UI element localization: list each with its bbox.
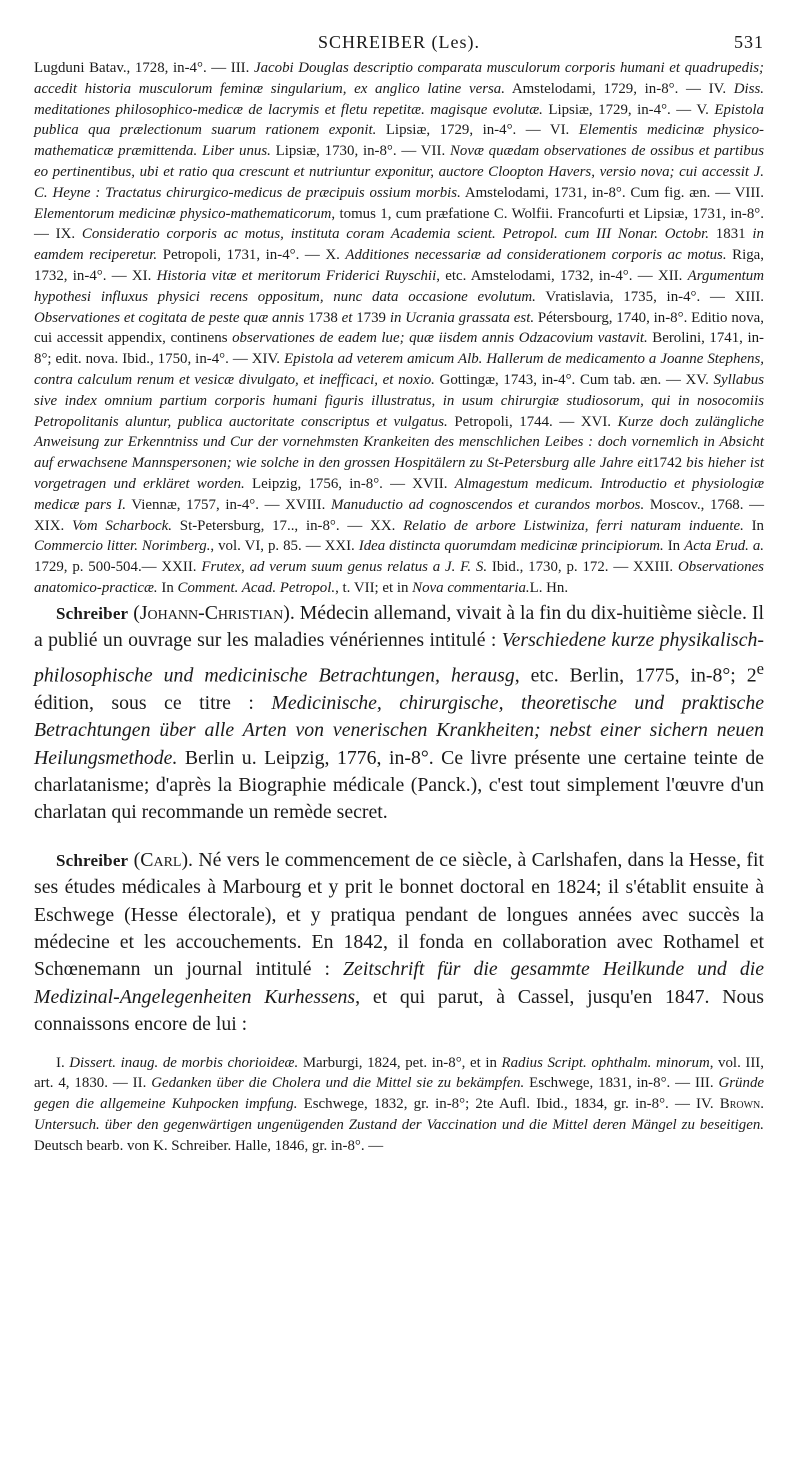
text-run: Lipsiæ, 1729, in-4°. — V. (542, 101, 715, 118)
entry-forename: Johann-Christian (139, 601, 284, 624)
text-run: , vol. VI, p. 85. — XXI. (210, 538, 359, 555)
running-title: SCHREIBER (Les). (318, 32, 480, 52)
entry-carl (34, 847, 764, 1039)
text-run: , tomus 1, cum præfatione C. Wolfii. Francofurti et Lipsiæ, 1731, in-8°. — IX. (34, 205, 764, 243)
text-run: Marburgi, 1824, pet. in-8°, et in (298, 1054, 502, 1071)
text-run: , etc. Amstelodami, 1732, in-4°. — XII. (436, 267, 688, 284)
text-run: Amstelodami, 1731, in-8°. Cum fig. æn. — VIII. (460, 184, 764, 201)
work-title: Elementorum medicinæ physico-mathematicorum (34, 205, 332, 222)
work-title: Observationes anatomico-practicæ. (34, 559, 764, 596)
work-title: Historia vitæ et meritorum Friderici Ruyschii (156, 267, 437, 284)
work-title: Acta Erud. a. (684, 538, 764, 555)
text-run: L. Hn. (529, 579, 569, 596)
work-title: Kurze doch zulängliche Anweisung zur Erkenntniss und Cur der vornehmsten Krankeiten des menschlichen Leibes : doch vornemlich in Absicht auf erwachsene Mannspersonen; wie solche in den grossen Hospitälern zu St-Petersburg alle Jahre eit (34, 413, 765, 472)
work-title: Untersuch. über den gegenwärtigen ungenügenden Zustand der Vaccination und die Mittel deren Mängel zu beseitigen. (34, 1117, 764, 1133)
entry-headword: Schreiber (56, 850, 129, 870)
text-run: 1742 (652, 455, 683, 472)
author-name: Brown (719, 1096, 761, 1113)
text-run: Ibid., 1730, p. 172. — XXIII. (487, 559, 678, 576)
work-title: Epistola publica qua prælectionum suarum rationem exponit. (34, 101, 764, 139)
text-run: Leipzig, 1756, in-8°. — XVII. (244, 475, 455, 492)
text-run: Vratislavia, 1735, in-4°. — XIII. (535, 288, 764, 305)
running-header (34, 28, 764, 58)
work-title: in Ucrania grassata est. (389, 309, 535, 326)
work-title: Vom Scharbock. (71, 517, 172, 534)
text-run: Pétersbourg, 1740, in-8°. Editio nova, cui accessit appendix, continens (34, 309, 764, 347)
text-run: In (663, 538, 685, 555)
work-title: observationes de eadem lue; quæ iisdem annis Odzacovium vastavit. (232, 330, 648, 347)
text-run: ( (128, 848, 141, 871)
text-run: édition, sous ce titre : (34, 691, 272, 714)
work-title: Syllabus sive index omnium partium corporis humani figuris illustratus, in usum chirurgiæ studiosorum, qui in nosocomiis Petropolitanis aluntur, publica auctoritate conscriptus et vulgatus. (34, 371, 764, 430)
text-run: In (743, 517, 764, 534)
entry-johann-christian (34, 600, 764, 827)
text-run: Lugduni Batav., 1728, in-4°. — III. (34, 60, 254, 76)
work-title: Diss. meditationes philosophico-medicæ de lacrymis et fletu repetitæ. magisque evolutæ. (34, 80, 764, 118)
text-run: Riga, 1732, in-4°. — XI. (34, 247, 764, 284)
text-run: St-Petersburg, 17.., in-8°. — XX. (172, 517, 404, 534)
superscript: e (756, 658, 764, 678)
text-run: Berlin u. Leipzig, 1776, in-8°. Ce livre présente une certaine teinte de charlatanisme; d'après la Biographie médicale (Panck.), c'est tout simplement l'œuvre d'un charlatan qui recommande un remède secret. (34, 746, 764, 824)
work-title: Comment. Acad. Petropol. (177, 579, 336, 596)
work-title: et (341, 309, 353, 326)
work-title: Frutex, ad verum suum genus relatus a J. F. S. (201, 559, 488, 576)
work-title: in eamdem reciperetur. (34, 226, 764, 264)
work-title: Novæ quædam observationes de ossibus et partibus eo pertinentibus, ubi et ratio qua crescunt et nutriuntur exponitur, auctore Cloopton Havers, versio nova; cui accessit J. C. Heyne : Tractatus chirurgico-medicus de præcipuis ossium morbis. (34, 143, 764, 201)
work-title: Additiones necessariæ ad considerationem corporis ac motus. (345, 247, 727, 264)
text-run: , t. VII; et in (335, 579, 413, 596)
text-run: Eschwege, 1832, gr. in-8°; 2te Aufl. Ibid., 1834, gr. in-8°. — IV. (297, 1096, 720, 1113)
work-title: Almagestum medicum. Introductio et physiologiæ medicæ pars I. (34, 475, 764, 513)
text-run: ). Médecin allemand, vivait à la fin du dix-huitième siècle. Il a publié un ouvrage sur les maladies vénériennes intitulé : (34, 601, 764, 652)
work-title: Commercio litter. Norimberg. (34, 538, 211, 555)
text-run: , et qui parut, à Cassel, jusqu'en 1847. Nous connaissons encore de lui : (34, 985, 764, 1036)
work-title: Zeitschrift für die gesammte Heilkunde und die Medizinal-Angelegenheiten Kurhessens (34, 958, 764, 1008)
entry-forename: Carl (140, 848, 182, 871)
work-title: Idea distincta quorumdam medicinæ principiorum. (358, 538, 664, 555)
work-title: Consideratio corporis ac motus, instituta coram Academia scient. Petropol. cum III Nonar. Octobr. (81, 226, 710, 243)
work-title: Relatio de arbore Listwiniza, ferri naturam induente. (403, 517, 744, 534)
entry-headword: Schreiber (56, 603, 129, 623)
work-title: bis hieher ist vorgetragen und erkläret worden. (34, 455, 764, 492)
works-list (34, 1053, 764, 1157)
text-run: 1738 (304, 309, 342, 326)
text-run: Deutsch bearb. von K. Schreiber. Halle, 1846, gr. in-8°. — (34, 1137, 384, 1154)
work-title: Jacobi Douglas descriptio comparata musculorum corporis humani et quadrupedis; accedit historia musculorum feminæ singularium, ex anglico latine versa. (34, 60, 765, 97)
work-title: Manuductio ad cognoscendos et curandos morbos. (330, 496, 645, 513)
work-title: Dissert. inaug. de morbis chorioideæ. (69, 1054, 299, 1071)
work-title: Epistola ad veterem amicum Alb. Hallerum de medicamento a Joanne Stephens, contra calculum renum et vesicæ divulgato, et inefficaci, et noxio. (34, 351, 764, 388)
work-title: Medicinische, chirurgische, theoretische und praktische Betrachtungen über alle Arten von venerischen Krankheiten; nebst einer sichern neuen Heilungsmethode. (34, 691, 764, 769)
text-run: Amstelodami, 1729, in-8°. — IV. (504, 80, 734, 97)
text-run: Gottingæ, 1743, in-4°. Cum tab. æn. — XV. (434, 371, 714, 388)
text-run: I. (56, 1054, 70, 1071)
work-title: Gedanken über die Cholera und die Mittel sie zu bekämpfen. (151, 1075, 525, 1092)
text-run: 1739 (352, 309, 390, 326)
work-title: Radius Script. ophthalm. minorum (501, 1054, 710, 1071)
text-run: Berolini, 1741, in-8°; edit. nova. Ibid., 1750, in-4°. — XIV. (34, 330, 764, 368)
text-run: , vol. III, art. 4, 1830. — II. (34, 1054, 764, 1092)
text-run: , etc. Berlin, 1775, in-8°; 2 (514, 664, 757, 687)
work-title: Gründe gegen die allgemeine Kuhpocken impfung. (34, 1075, 764, 1113)
continuation-paragraph (34, 58, 764, 599)
text-run: In (157, 579, 178, 596)
text-run: Eschwege, 1831, in-8°. — III. (524, 1075, 719, 1092)
work-title: Verschiedene kurze physikalisch-philosophische und medicinische Betrachtungen, herausg (34, 629, 764, 687)
work-title: Elementis medicinæ physico-mathematicæ præmittenda. Liber unus. (34, 122, 764, 160)
text-run: 1831 (709, 226, 753, 243)
text-run: Petropoli, 1744. — XVI. (447, 413, 618, 430)
text-run: . (760, 1096, 764, 1113)
page-number: 531 (734, 32, 764, 52)
work-title: Argumentum hypothesi influxus physici recens oppositum, nunc data occasione evolutum. (34, 267, 764, 305)
work-title: Observationes et cogitata de peste quæ annis (34, 309, 305, 326)
text-run: Petropoli, 1731, in-4°. — X. (157, 247, 346, 264)
work-title: Nova commentaria. (412, 579, 530, 596)
text-run: 1729, p. 500-504.— XXII. (34, 559, 202, 576)
text-run: Viennæ, 1757, in-4°. — XVIII. (125, 496, 331, 513)
text-run: Lipsiæ, 1729, in-4°. — VI. (376, 122, 579, 139)
text-run: Moscov., 1768. — XIX. (34, 496, 765, 534)
text-run: ( (128, 601, 140, 624)
text-run: Lipsiæ, 1730, in-8°. — VII. (270, 143, 450, 160)
text-run: ). Né vers le commencement de ce siècle, à Carlshafen, dans la Hesse, fit ses études médicales à Marbourg et y prit le bonnet doctoral en 1824; il s'établit ensuite à Eschwege (Hesse électorale), et y pratiqua pendant de longues années avec succès la médecine et les accouchements. En 1842, il fonda en collaboration avec Rothamel et Schœnemann un journal intitulé : (34, 848, 764, 981)
